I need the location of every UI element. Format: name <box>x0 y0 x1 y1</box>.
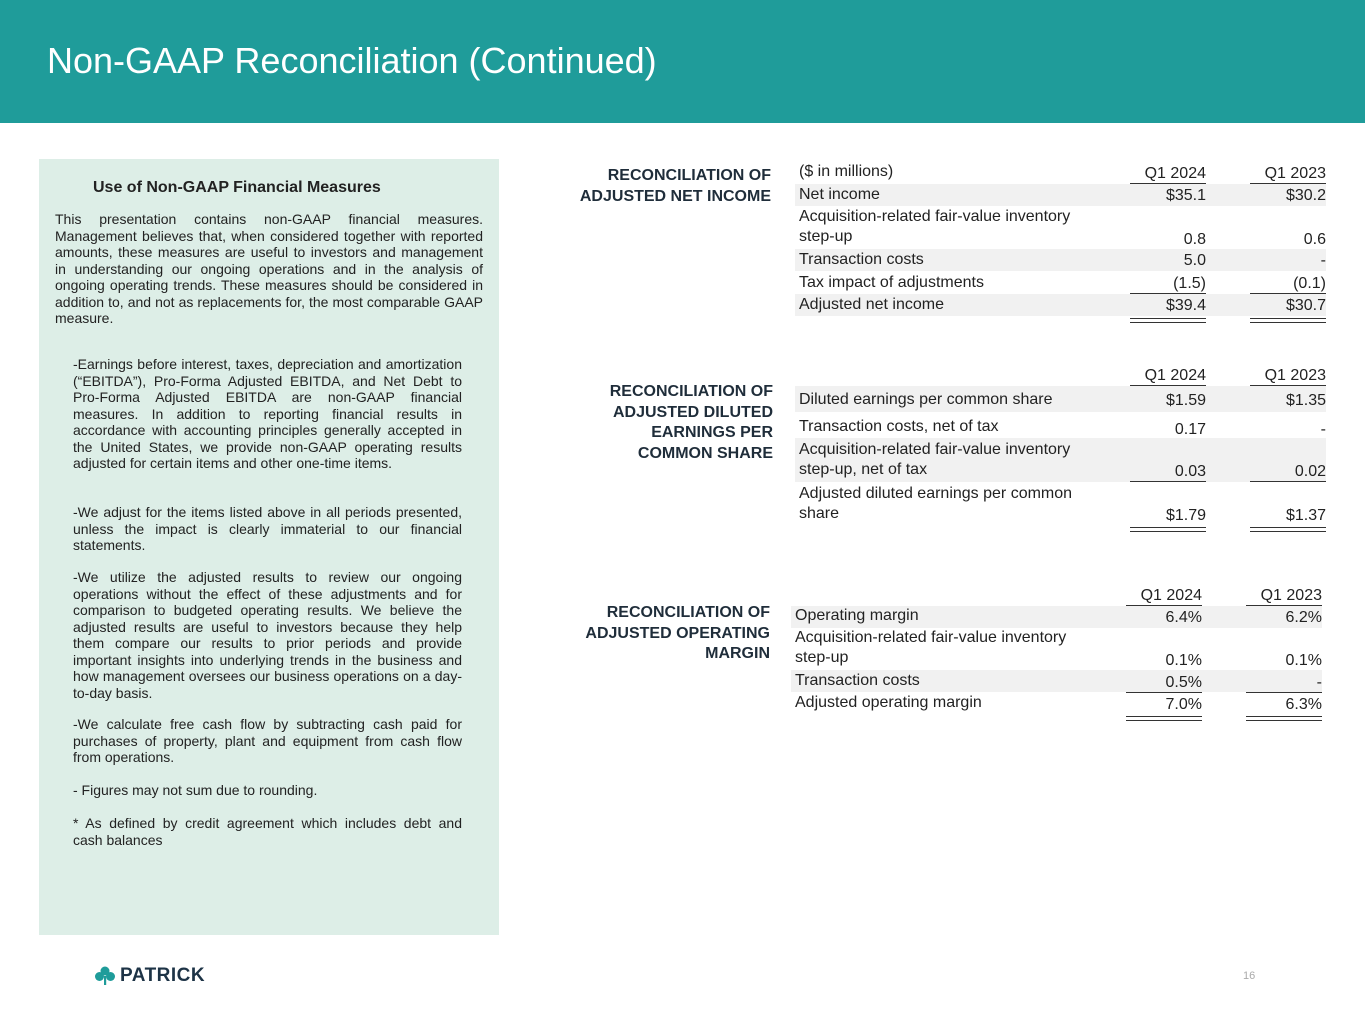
column-header-q1-2023: Q1 2023 <box>1264 165 1326 182</box>
row-value-q1-2023: - <box>1316 674 1322 691</box>
row-label: Adjusted operating margin <box>795 694 982 711</box>
row-value-q1-2024: $1.79 <box>1165 507 1206 524</box>
column-header-q1-2024: Q1 2024 <box>1144 367 1206 384</box>
row-value-q1-2024: 0.5% <box>1165 674 1202 691</box>
row-value-q1-2023: $30.2 <box>1285 187 1326 204</box>
row-label: Acquisition-related fair-value inventory step-up, net of tax <box>799 441 1071 478</box>
logo-text: PATRICK <box>120 965 206 986</box>
title-bar <box>0 0 1365 123</box>
row-value-q1-2023: $30.7 <box>1285 297 1326 314</box>
row-value-q1-2023: $1.35 <box>1285 392 1326 409</box>
panel-bullet: -Earnings before interest, taxes, depreciation and amortization (“EBITDA”), Pro-Forma Adjusted EBITDA, and Net Debt to Pro-Forma Adjusted EBITDA are non-GAAP financial measures. In addition to reporting financial results in accordance with accounting principles generally accepted in the United States, we provide non-GAAP operating results adjusted for certain items and other one-time items. <box>73 356 462 471</box>
shamrock-icon <box>94 966 116 986</box>
double-underline <box>1246 716 1322 721</box>
row-value-q1-2023: 0.02 <box>1294 463 1326 480</box>
column-header-q1-2024: Q1 2024 <box>1144 165 1206 182</box>
row-value-q1-2024: $1.59 <box>1165 392 1206 409</box>
panel-bullet: -We calculate free cash flow by subtracting cash paid for purchases of property, plant and equipment from cash flow from operations. <box>73 716 462 765</box>
panel-heading: Use of Non-GAAP Financial Measures <box>93 179 381 196</box>
panel-bullet: -We utilize the adjusted results to review our ongoing operations without the effect of these adjustments and for comparison to budgeted operating results. We believe the adjusted results are useful to investors because they help them compare our results to prior periods and provide important insights into underlying trends in the business and how management oversees our business operations on a day-to-day basis. <box>73 569 462 701</box>
row-label: Operating margin <box>795 607 919 624</box>
row-label: Tax impact of adjustments <box>799 274 984 291</box>
page-title: Non-GAAP Reconciliation (Continued) <box>47 40 657 81</box>
row-value-q1-2023: - <box>1320 421 1326 438</box>
row-value-q1-2024: 0.17 <box>1174 421 1206 438</box>
panel-bullet: * As defined by credit agreement which includes debt and cash balances <box>73 815 462 848</box>
row-label: Acquisition-related fair-value inventory step-up <box>795 629 1067 666</box>
row-value-q1-2024: $39.4 <box>1165 297 1206 314</box>
row-value-q1-2023: 0.6 <box>1303 231 1326 248</box>
double-underline <box>1130 527 1206 532</box>
row-label: Net income <box>799 186 880 203</box>
row-value-q1-2024: 7.0% <box>1165 696 1202 713</box>
panel-intro: This presentation contains non-GAAP financial measures. Management believes that, when considered together with reported amounts, these measures are useful to investors and management in understanding our ongoing operations and in the analysis of ongoing operating trends. These measures should be considered in addition to, and not as replacements for, the most comparable GAAP measure. <box>55 211 483 326</box>
underline <box>1130 481 1206 482</box>
company-logo <box>94 965 205 987</box>
row-value-q1-2023: 6.3% <box>1285 696 1322 713</box>
panel-bullet: -We adjust for the items listed above in all periods presented, unless the impact is clearly immaterial to our financial statements. <box>73 504 462 553</box>
double-underline <box>1130 318 1206 323</box>
section-label-operating-margin: RECONCILIATION OF ADJUSTED OPERATING MARGIN <box>585 604 770 662</box>
column-header-q1-2023: Q1 2023 <box>1260 587 1322 604</box>
row-value-q1-2024: 0.1% <box>1165 652 1202 669</box>
underline <box>1246 692 1322 693</box>
panel-bullet: - Figures may not sum due to rounding. <box>73 782 318 798</box>
row-value-q1-2024: $35.1 <box>1165 187 1206 204</box>
section-label-diluted-eps: RECONCILIATION OF ADJUSTED DILUTED EARNINGS PER COMMON SHARE <box>609 383 773 462</box>
underline <box>1250 481 1326 482</box>
row-value-q1-2023: (0.1) <box>1293 275 1326 292</box>
row-value-q1-2023: 6.2% <box>1285 609 1322 626</box>
row-value-q1-2023: 0.1% <box>1285 652 1322 669</box>
unit-label: ($ in millions) <box>799 163 894 180</box>
underline <box>1126 692 1202 693</box>
row-label: Diluted earnings per common share <box>799 391 1053 408</box>
row-value-q1-2024: 6.4% <box>1165 609 1202 626</box>
row-value-q1-2024: 0.03 <box>1174 463 1206 480</box>
double-underline <box>1250 527 1326 532</box>
page-number: 16 <box>1243 970 1256 982</box>
row-label: Transaction costs, net of tax <box>799 418 999 435</box>
row-label: Acquisition-related fair-value inventory step-up <box>799 208 1071 245</box>
double-underline <box>1250 318 1326 323</box>
section-label-net-income: RECONCILIATION OF ADJUSTED NET INCOME <box>579 167 771 205</box>
row-value-q1-2024: 5.0 <box>1183 252 1206 269</box>
column-header-q1-2023: Q1 2023 <box>1264 367 1326 384</box>
row-label: Adjusted diluted earnings per common share <box>799 485 1073 522</box>
double-underline <box>1126 716 1202 721</box>
row-value-q1-2023: - <box>1320 252 1326 269</box>
column-header-q1-2024: Q1 2024 <box>1140 587 1202 604</box>
row-label: Adjusted net income <box>799 296 944 313</box>
row-label: Transaction costs <box>795 672 920 689</box>
row-value-q1-2024: 0.8 <box>1183 231 1206 248</box>
row-label: Transaction costs <box>799 251 924 268</box>
row-value-q1-2024: (1.5) <box>1173 275 1206 292</box>
row-value-q1-2023: $1.37 <box>1285 507 1326 524</box>
non-gaap-info-panel <box>39 159 499 935</box>
